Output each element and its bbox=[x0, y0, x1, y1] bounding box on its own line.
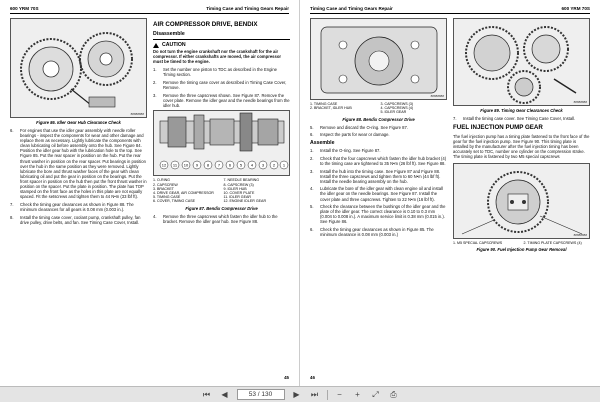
list-item: 5. Remove and discard the O-ring. See Figure 87. bbox=[310, 124, 408, 130]
list-item: 7. Check the timing gear clearances as shown in Figure 88. The minimum clearances for all gears is 0.08 mm (0.003 in.). bbox=[10, 201, 134, 212]
page-number: 46 bbox=[310, 375, 315, 380]
viewer-toolbar bbox=[0, 386, 600, 402]
warning-icon bbox=[153, 43, 159, 48]
first-page-button[interactable]: ⏮ bbox=[202, 389, 211, 399]
figure-90-image bbox=[453, 163, 590, 239]
right-column bbox=[153, 18, 290, 227]
callout-5: 5 bbox=[239, 162, 243, 168]
list-item: 3. Install the hub into the timing case. See Figure 87 and Figure 88. Install the three capscrews and tighten them to 60 N•m (44 lbf ft). Install the needle bearing assembly on the hub. bbox=[310, 168, 441, 184]
prev-page-button[interactable]: ◀ bbox=[221, 390, 228, 399]
subsection-title: Disassemble bbox=[153, 31, 185, 37]
list-item: 6. Check the timing gear clearances as shown in Figure 85. The minimum clearance is 0.08 mm (0.003 in.) bbox=[310, 227, 434, 238]
right-column bbox=[453, 18, 590, 255]
page-45 bbox=[0, 0, 300, 386]
callout-9: 9 bbox=[195, 162, 199, 168]
list-item: 5. Check the clearance between the bushings of the idler gear and the plate of the idler gear. The correct clearance is 0.10 to 0.3 mm (0.004 to 0.008 in.). A maximum service limit is 0.38 mm (0.015 in.). See Figure 86. bbox=[310, 204, 446, 225]
callout-4: 4 bbox=[250, 162, 254, 168]
figure-number-code: 88888888 bbox=[130, 112, 144, 116]
list-item: 3. Remove the three capscrews shown. See Figure 87. Remove the cover plate. Remove the idler gear and the needle bearings from the idler hub. bbox=[153, 92, 290, 108]
figure-87-legend: 1. O-RING 7. NEEDLE BEARING 2. CAPSCREW 8. CAPSCREW (3) 3. BRACKET 9. IDLER HUB 4. DRIVE GEAR, AIR COMPRESSOR 10. COVER PLATE 5. TIMING CASE 11. IDLER GEAR 6. COVER, TIMING CASE 12. ENGINE IDLER GEAR bbox=[153, 178, 267, 204]
next-page-button[interactable]: ▶ bbox=[293, 390, 300, 399]
figure-90-legend: 1. M5 SPECIAL CAPSCREWS 2. TIMING PLATE CAPSCREWS (4) bbox=[453, 240, 582, 245]
figure-86-image bbox=[10, 18, 147, 118]
callout-8: 8 bbox=[206, 162, 210, 168]
page-46 bbox=[300, 0, 600, 386]
callout-11: 11 bbox=[172, 162, 178, 168]
figure-89-image bbox=[453, 18, 590, 106]
list-item: 1. Set the number one piston to TDC as described in the Engine Timing section. bbox=[153, 67, 277, 78]
page-number-field[interactable]: 53 / 130 bbox=[237, 389, 285, 400]
list-item: 2. Check that the four capscrews which fasten the idler hub bracket (4) to the timing case are tightened to 35 N•m (26 lbf ft). See Figure 88. bbox=[310, 155, 447, 166]
figure-87-image bbox=[153, 110, 290, 176]
callout-1: 1 bbox=[282, 162, 286, 168]
header-section: Timing Case and Timing Gears Repair bbox=[206, 6, 289, 11]
list-item: 2. Remove the timing case cover as described in Timing Case Cover, Remove. bbox=[153, 79, 287, 91]
caution-text: Do not turn the engine crankshaft nor the crankshaft for the air compressor. If either crankshafts are moved, the air compressor must be timed to the engine. bbox=[153, 49, 282, 65]
header-model: 600 YRM 70S bbox=[10, 6, 39, 11]
list-item: 7. Install the timing case cover. See Timing Case Cover, Install. bbox=[453, 116, 576, 121]
toolbar-divider bbox=[327, 390, 328, 400]
callout-2: 2 bbox=[272, 162, 276, 168]
fit-page-icon[interactable]: ⤢ bbox=[372, 389, 379, 399]
figure-88-caption: Figure 88. Bendix Compressor Drive bbox=[342, 116, 415, 122]
paragraph: The fuel injection pump has a timing plate fastened to the front face of the gear for the fuel injection pump. See Figure 90. This timing plate is installed by the manufacturer after the fuel injection timing has been accurately set to TDC, number one cylinder on the compression stroke. The timing plate is fastened by two M5 special capscrews bbox=[453, 134, 590, 160]
figure-88-legend: 1. TIMING CASE 3. CAPSCREWS (3) 2. BRACKET, IDLER HUB 4. CAPSCREWS (4) 5. IDLER GEAR bbox=[310, 102, 414, 115]
list-item: 1. Install the O-ring. See Figure 87. bbox=[310, 148, 381, 154]
callout-12: 12 bbox=[161, 162, 167, 168]
last-page-button[interactable]: ⏭ bbox=[310, 389, 319, 399]
zoom-out-icon[interactable]: − bbox=[337, 390, 342, 399]
figure-89-caption: Figure 89. Timing Gear Clearances Check bbox=[480, 108, 563, 113]
list-item: 4. Lubricate the bore of the idler gear with clean engine oil and install the idler gear on the needle bearings. See Figure 87. Install the cover plate and three capscrews. Tighten to 22 N•m (16 lbf ft). bbox=[310, 186, 443, 202]
print-icon[interactable]: ⎙ bbox=[390, 389, 397, 399]
left-column bbox=[310, 18, 447, 255]
callout-3: 3 bbox=[261, 162, 265, 168]
callout-7: 7 bbox=[217, 162, 221, 168]
figure-number-code: 88888888 bbox=[573, 232, 587, 237]
caution-box bbox=[153, 39, 290, 64]
section-title: AIR COMPRESSOR DRIVE, BENDIX bbox=[153, 21, 258, 28]
callout-10: 10 bbox=[183, 162, 189, 168]
section-title: FUEL INJECTION PUMP GEAR bbox=[453, 124, 543, 132]
figure-87-caption: Figure 87. Bendix Compressor Drive bbox=[185, 205, 258, 211]
figure-88-image bbox=[310, 18, 447, 100]
header-model: 600 YRM 70S bbox=[561, 6, 590, 11]
page-header bbox=[10, 6, 289, 14]
header-section: Timing Case and Timing Gears Repair bbox=[310, 6, 393, 11]
page-number: 45 bbox=[284, 375, 289, 380]
list-item: 6. For engines that use the idler gear assembly with needle roller bearings - inspect the components for wear and other damage and replace them as necessary. Lightly lubricate the components with clean lubricating oil before assembly onto the hub. See Figure 84. Position the idler gear hub with the lubrication hole to the top. See Figure 85. Put the rear spacer in position on the hub. Put the rear thrust washer in position on the rear spacer. Put bearings in position over the hub in the same position as they were removed. Lightly lubricate the bore and thrust washer faces of the gear with clean lubricating oil and put the gear in position on the bearings. Put the front spacer in position on the hub then put the front thrust washer in position on the spacer. Put the plate in position. The plate has TOP stamped on the front face as the holes in this plate are not equally spaced. Fit the setscrews and tighten them to 44 N•m (33 lbf ft). bbox=[10, 128, 147, 200]
list-item: 6. Inspect the parts for wear or damage. bbox=[310, 132, 390, 138]
subsection-title: Assemble bbox=[310, 140, 335, 147]
zoom-in-icon[interactable]: + bbox=[355, 390, 360, 399]
list-item: 4. Remove the three capscrews which fasten the idler hub to the bracket. Remove the idler gear hub. See Figure 88. bbox=[153, 213, 278, 224]
callout-6: 6 bbox=[228, 162, 232, 168]
figure-number-code: 88888888 bbox=[430, 94, 444, 98]
figure-90-caption: Figure 90. Fuel Injection Pump Gear Removal bbox=[476, 246, 567, 252]
figure-number-code: 88888888 bbox=[573, 100, 587, 104]
caution-title: CAUTION bbox=[162, 42, 186, 48]
list-item: 8. Install the timing case cover, coolant pump, crankshaft pulley, fan drive pulley, drive belts, and fan. See Timing Case Cover, Install. bbox=[10, 214, 141, 225]
left-column bbox=[10, 18, 147, 227]
figure-86-caption: Figure 86. Idler Gear Hub Clearance Check bbox=[36, 120, 121, 125]
page-header bbox=[310, 6, 590, 14]
